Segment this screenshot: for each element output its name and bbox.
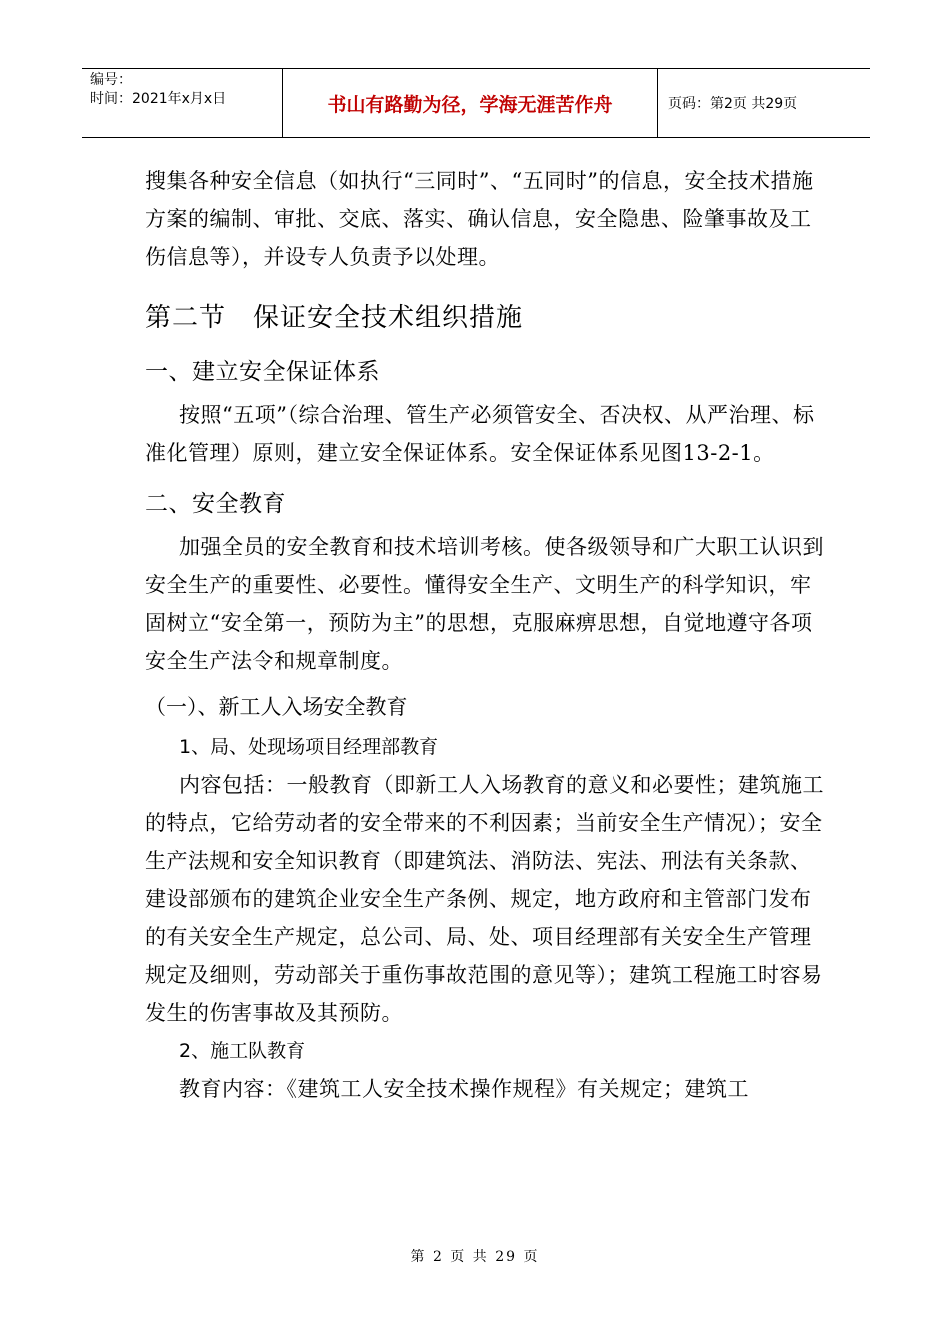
- header-motto: 书山有路勤为径，学海无涯苦作舟: [283, 69, 658, 137]
- page-header: [82, 68, 870, 138]
- heading-safety-education: 二、安全教育: [145, 491, 286, 517]
- item-body-project-dept: 内容包括：一般教育（即新工人入场教育的意义和必要性；建筑施工的特点，它给劳动者的安全带来的不利因素；当前安全生产情况）；安全生产法规和安全知识教育（即建筑法、消防法、宪法、刑法有关条款、建设部颁布的建筑企业安全生产条例、规定，地方政府和主管部门发布的有关安全生产规定，总公司、局、处、项目经理部有关安全生产管理规定及细则，劳动部关于重伤事故范围的意见等）；建筑工程施工时容易发生的伤害事故及其预防。: [145, 773, 824, 1025]
- item-title-construction-team: 2、施工队教育: [179, 1040, 306, 1062]
- section-title: 第二节 保证安全技术组织措施: [145, 303, 524, 333]
- paragraph-safety-system: 按照“五项”（综合治理、管生产必须管安全、否决权、从严治理、标准化管理）原则，建立安全保证体系。安全保证体系见图13-2-1。: [145, 403, 815, 465]
- document-body: [145, 162, 825, 1108]
- document-time-label: 时间：2021年x月x日: [90, 91, 227, 107]
- header-meta: [82, 69, 283, 137]
- subheading-new-worker-education: （一）、新工人入场安全教育: [145, 695, 408, 719]
- item-body-construction-team: 教育内容：《建筑工人安全技术操作规程》有关规定；建筑工: [179, 1077, 749, 1101]
- intro-paragraph: 搜集各种安全信息（如执行“三同时”、“五同时”的信息，安全技术措施方案的编制、审批、交底、落实、确认信息，安全隐患、险肇事故及工伤信息等），并设专人负责予以处理。: [145, 169, 814, 269]
- heading-safety-system: 一、建立安全保证体系: [145, 359, 380, 385]
- document-number-label: 编号：: [90, 72, 132, 88]
- header-page-info: 页码：第2页 共29页: [668, 96, 798, 112]
- item-title-project-dept: 1、局、处现场项目经理部教育: [179, 736, 439, 758]
- paragraph-safety-education: 加强全员的安全教育和技术培训考核。使各级领导和广大职工认识到安全生产的重要性、必要性。懂得安全生产、文明生产的科学知识，牢固树立“安全第一，预防为主”的思想，克服麻痹思想，自觉地遵守各项安全生产法令和规章制度。: [145, 535, 824, 673]
- page-footer: 第 2 页 共 29 页: [410, 1249, 540, 1265]
